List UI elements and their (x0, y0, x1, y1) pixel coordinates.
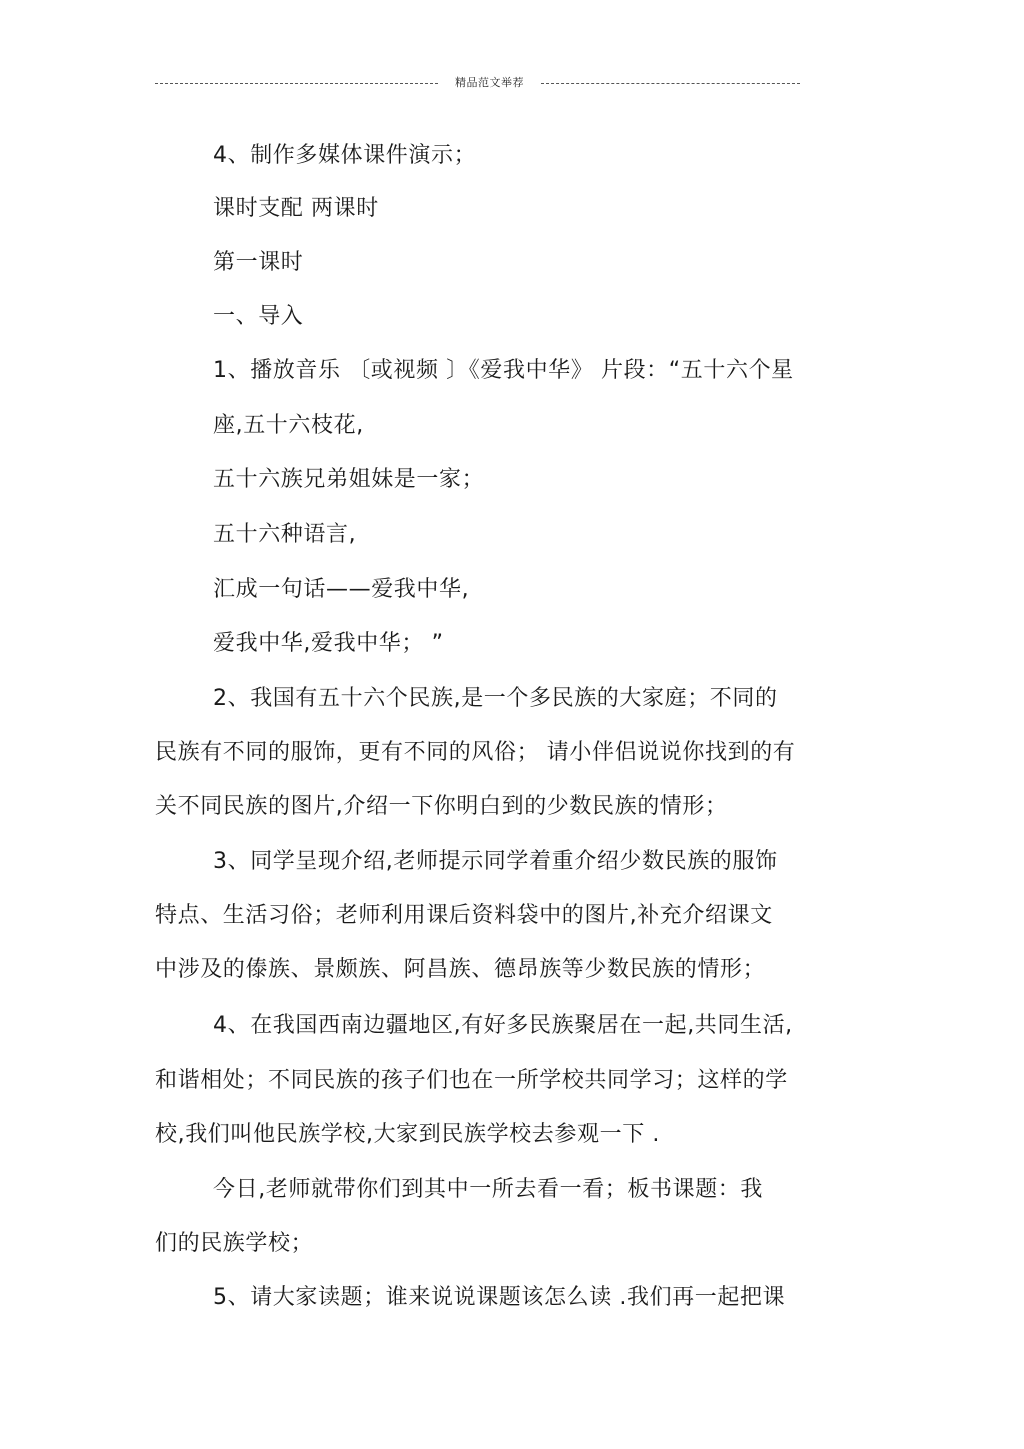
text-line: 课时支配 两课时 (213, 196, 379, 221)
text-line: 和谐相处；不同民族的孩子们也在一所学校共同学习；这样的学 (155, 1068, 788, 1093)
text-line: 五十六族兄弟姐妹是一家； (213, 467, 485, 492)
text-line: 五十六种语言, (213, 522, 357, 547)
header-rule-left (155, 83, 438, 84)
text-line: 中涉及的傣族、景颇族、阿昌族、德昂族等少数民族的情形； (155, 957, 766, 982)
text-line: 4、在我国西南边疆地区,有好多民族聚居在一起,共同生活, (213, 1013, 793, 1038)
text-line: 们的民族学校； (155, 1231, 314, 1256)
text-line: 1、播放音乐 〔或视频 〕《爱我中华》 片段：“五十六个星 (213, 358, 794, 383)
text-line: 汇成一句话——爱我中华, (213, 577, 470, 602)
text-line: 2、我国有五十六个民族,是一个多民族的大家庭；不同的 (213, 686, 778, 711)
text-line: 5、请大家读题；谁来说说课题该怎么读 .我们再一起把课 (213, 1285, 786, 1310)
text-line: 一、导入 (213, 304, 304, 329)
text-line: 座,五十六枝花, (213, 413, 364, 438)
header-rule-right (541, 83, 800, 84)
text-line: 校,我们叫他民族学校,大家到民族学校去参观一下 . (155, 1122, 660, 1147)
text-line: 关不同民族的图片,介绍一下你明白到的少数民族的情形； (155, 794, 728, 819)
header-title: 精品范文举荐 (455, 76, 524, 89)
text-line: 第一课时 (213, 250, 304, 275)
text-line: 3、同学呈现介绍,老师提示同学着重介绍少数民族的服饰 (213, 849, 778, 874)
text-line: 今日,老师就带你们到其中一所去看一看；板书课题：我 (213, 1177, 763, 1202)
text-line: 特点、生活习俗；老师利用课后资料袋中的图片,补充介绍课文 (155, 903, 773, 928)
text-line: 4、制作多媒体课件演示； (213, 143, 477, 168)
text-line: 爱我中华,爱我中华； ” (213, 631, 444, 656)
text-line: 民族有不同的服饰，更有不同的风俗； 请小伴侣说说你找到的有 (155, 740, 796, 765)
